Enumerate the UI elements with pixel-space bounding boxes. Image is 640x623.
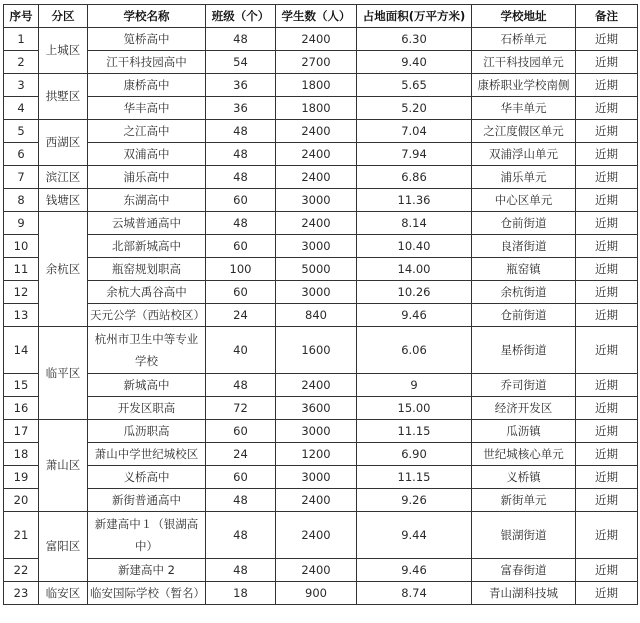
- cell-classes: 54: [206, 51, 276, 74]
- cell-area: 11.36: [357, 189, 472, 212]
- cell-address: 石桥单元: [472, 28, 576, 51]
- table-row: [4, 466, 638, 489]
- cell-school-name: 云城普通高中: [88, 212, 206, 235]
- table-row: [4, 143, 638, 166]
- cell-area: 15.00: [357, 397, 472, 420]
- cell-classes: 60: [206, 281, 276, 304]
- cell-address: 康桥职业学校南侧: [472, 74, 576, 97]
- cell-students: 2400: [276, 374, 357, 397]
- cell-remark: 近期: [576, 120, 638, 143]
- table-row: [4, 97, 638, 120]
- cell-area: 9: [357, 374, 472, 397]
- cell-index: 20: [4, 489, 39, 512]
- cell-students: 3000: [276, 235, 357, 258]
- cell-index: 22: [4, 559, 39, 582]
- cell-remark: 近期: [576, 235, 638, 258]
- cell-remark: 近期: [576, 51, 638, 74]
- cell-school-name: 瓶窑规划职高: [88, 258, 206, 281]
- cell-remark: 近期: [576, 327, 638, 374]
- cell-classes: 48: [206, 212, 276, 235]
- cell-classes: 48: [206, 512, 276, 559]
- cell-school-name: 康桥高中: [88, 74, 206, 97]
- cell-district: 钱塘区: [39, 189, 88, 212]
- cell-students: 2400: [276, 28, 357, 51]
- cell-remark: 近期: [576, 304, 638, 327]
- table-row: [4, 420, 638, 443]
- cell-area: 7.04: [357, 120, 472, 143]
- cell-students: 2700: [276, 51, 357, 74]
- schools-table: [3, 4, 638, 605]
- cell-index: 10: [4, 235, 39, 258]
- cell-remark: 近期: [576, 281, 638, 304]
- cell-school-name: 华丰高中: [88, 97, 206, 120]
- cell-index: 21: [4, 512, 39, 559]
- cell-area: 6.86: [357, 166, 472, 189]
- table-row: [4, 120, 638, 143]
- cell-district: 滨江区: [39, 166, 88, 189]
- cell-students: 2400: [276, 143, 357, 166]
- cell-district: 临安区: [39, 582, 88, 605]
- table-row: [4, 582, 638, 605]
- header-classes: 班级（个）: [206, 5, 276, 28]
- cell-students: 2400: [276, 512, 357, 559]
- cell-address: 瓶窑镇: [472, 258, 576, 281]
- cell-school-name: 余杭大禹谷高中: [88, 281, 206, 304]
- cell-district: 萧山区: [39, 420, 88, 512]
- cell-address: 银湖街道: [472, 512, 576, 559]
- cell-remark: 近期: [576, 559, 638, 582]
- cell-address: 星桥街道: [472, 327, 576, 374]
- cell-classes: 24: [206, 443, 276, 466]
- table-row: [4, 28, 638, 51]
- cell-classes: 60: [206, 420, 276, 443]
- header-school-name: 学校名称: [88, 5, 206, 28]
- cell-index: 2: [4, 51, 39, 74]
- header-remark: 备注: [576, 5, 638, 28]
- cell-index: 17: [4, 420, 39, 443]
- cell-students: 3000: [276, 281, 357, 304]
- cell-school-name: 新建高中１（银湖高中）: [88, 512, 206, 559]
- header-students: 学生数（人）: [276, 5, 357, 28]
- cell-students: 5000: [276, 258, 357, 281]
- cell-classes: 100: [206, 258, 276, 281]
- cell-students: 3000: [276, 420, 357, 443]
- cell-area: 9.40: [357, 51, 472, 74]
- cell-school-name: 瓜沥职高: [88, 420, 206, 443]
- cell-classes: 60: [206, 189, 276, 212]
- table-row: [4, 374, 638, 397]
- cell-index: 9: [4, 212, 39, 235]
- cell-students: 3000: [276, 189, 357, 212]
- cell-address: 乔司街道: [472, 374, 576, 397]
- cell-school-name: 新城高中: [88, 374, 206, 397]
- cell-classes: 60: [206, 466, 276, 489]
- cell-index: 18: [4, 443, 39, 466]
- cell-school-name: 笕桥高中: [88, 28, 206, 51]
- cell-index: 4: [4, 97, 39, 120]
- cell-index: 13: [4, 304, 39, 327]
- cell-index: 7: [4, 166, 39, 189]
- cell-remark: 近期: [576, 397, 638, 420]
- cell-remark: 近期: [576, 374, 638, 397]
- cell-school-name: 新建高中 2: [88, 559, 206, 582]
- cell-classes: 72: [206, 397, 276, 420]
- cell-address: 瓜沥镇: [472, 420, 576, 443]
- cell-school-name: 杭州市卫生中等专业学校: [88, 327, 206, 374]
- cell-school-name: 新街普通高中: [88, 489, 206, 512]
- cell-remark: 近期: [576, 212, 638, 235]
- cell-address: 富春街道: [472, 559, 576, 582]
- cell-remark: 近期: [576, 143, 638, 166]
- cell-classes: 48: [206, 143, 276, 166]
- cell-students: 2400: [276, 166, 357, 189]
- cell-remark: 近期: [576, 189, 638, 212]
- cell-remark: 近期: [576, 512, 638, 559]
- cell-remark: 近期: [576, 97, 638, 120]
- cell-area: 10.26: [357, 281, 472, 304]
- cell-remark: 近期: [576, 74, 638, 97]
- cell-area: 10.40: [357, 235, 472, 258]
- header-index: 序号: [4, 5, 39, 28]
- cell-area: 9.26: [357, 489, 472, 512]
- cell-area: 9.46: [357, 559, 472, 582]
- cell-school-name: 浦乐高中: [88, 166, 206, 189]
- cell-address: 良渚街道: [472, 235, 576, 258]
- cell-district: 临平区: [39, 327, 88, 420]
- cell-school-name: 天元公学（西站校区）: [88, 304, 206, 327]
- cell-address: 双浦浮山单元: [472, 143, 576, 166]
- cell-district: 拱墅区: [39, 74, 88, 120]
- cell-students: 1800: [276, 97, 357, 120]
- cell-area: 11.15: [357, 466, 472, 489]
- cell-classes: 48: [206, 120, 276, 143]
- cell-school-name: 北部新城高中: [88, 235, 206, 258]
- cell-address: 余杭街道: [472, 281, 576, 304]
- cell-area: 9.44: [357, 512, 472, 559]
- cell-index: 14: [4, 327, 39, 374]
- cell-area: 9.46: [357, 304, 472, 327]
- cell-index: 5: [4, 120, 39, 143]
- cell-district: 西湖区: [39, 120, 88, 166]
- cell-remark: 近期: [576, 443, 638, 466]
- cell-classes: 40: [206, 327, 276, 374]
- cell-classes: 48: [206, 28, 276, 51]
- header-address: 学校地址: [472, 5, 576, 28]
- cell-index: 12: [4, 281, 39, 304]
- cell-index: 16: [4, 397, 39, 420]
- cell-area: 6.90: [357, 443, 472, 466]
- cell-students: 2400: [276, 212, 357, 235]
- cell-index: 11: [4, 258, 39, 281]
- table-row: [4, 559, 638, 582]
- cell-address: 经济开发区: [472, 397, 576, 420]
- cell-students: 3000: [276, 466, 357, 489]
- cell-remark: 近期: [576, 28, 638, 51]
- table-row: [4, 74, 638, 97]
- cell-school-name: 义桥高中: [88, 466, 206, 489]
- cell-students: 900: [276, 582, 357, 605]
- cell-area: 14.00: [357, 258, 472, 281]
- cell-students: 1600: [276, 327, 357, 374]
- table-row: [4, 189, 638, 212]
- cell-address: 江干科技园单元: [472, 51, 576, 74]
- cell-students: 1800: [276, 74, 357, 97]
- cell-area: 5.65: [357, 74, 472, 97]
- table-row: [4, 235, 638, 258]
- cell-classes: 36: [206, 97, 276, 120]
- cell-index: 3: [4, 74, 39, 97]
- cell-index: 1: [4, 28, 39, 51]
- header-area: 占地面积(万平方米): [357, 5, 472, 28]
- cell-students: 2400: [276, 120, 357, 143]
- cell-school-name: 之江高中: [88, 120, 206, 143]
- cell-address: 华丰单元: [472, 97, 576, 120]
- cell-classes: 18: [206, 582, 276, 605]
- cell-remark: 近期: [576, 166, 638, 189]
- cell-school-name: 临安国际学校（暂名）: [88, 582, 206, 605]
- cell-students: 2400: [276, 489, 357, 512]
- cell-district: 上城区: [39, 28, 88, 74]
- cell-classes: 48: [206, 489, 276, 512]
- cell-classes: 48: [206, 166, 276, 189]
- table-row: [4, 281, 638, 304]
- cell-address: 义桥镇: [472, 466, 576, 489]
- cell-remark: 近期: [576, 489, 638, 512]
- cell-index: 15: [4, 374, 39, 397]
- table-row: [4, 489, 638, 512]
- table-row: [4, 512, 638, 559]
- cell-school-name: 江干科技园高中: [88, 51, 206, 74]
- cell-remark: 近期: [576, 466, 638, 489]
- cell-address: 青山湖科技城: [472, 582, 576, 605]
- cell-index: 6: [4, 143, 39, 166]
- cell-remark: 近期: [576, 258, 638, 281]
- table-row: [4, 397, 638, 420]
- table-row: [4, 327, 638, 374]
- cell-address: 仓前街道: [472, 304, 576, 327]
- cell-students: 1200: [276, 443, 357, 466]
- header-row: [4, 5, 638, 28]
- cell-address: 世纪城核心单元: [472, 443, 576, 466]
- cell-classes: 48: [206, 374, 276, 397]
- cell-classes: 48: [206, 559, 276, 582]
- cell-classes: 60: [206, 235, 276, 258]
- cell-students: 840: [276, 304, 357, 327]
- cell-address: 新街单元: [472, 489, 576, 512]
- cell-district: 余杭区: [39, 212, 88, 327]
- cell-area: 5.20: [357, 97, 472, 120]
- cell-classes: 36: [206, 74, 276, 97]
- cell-school-name: 东湖高中: [88, 189, 206, 212]
- table-row: [4, 304, 638, 327]
- cell-district: 富阳区: [39, 512, 88, 582]
- cell-address: 中心区单元: [472, 189, 576, 212]
- cell-students: 2400: [276, 559, 357, 582]
- cell-area: 11.15: [357, 420, 472, 443]
- cell-area: 8.74: [357, 582, 472, 605]
- cell-address: 之江度假区单元: [472, 120, 576, 143]
- cell-index: 19: [4, 466, 39, 489]
- cell-remark: 近期: [576, 582, 638, 605]
- cell-area: 8.14: [357, 212, 472, 235]
- cell-school-name: 开发区职高: [88, 397, 206, 420]
- cell-students: 3600: [276, 397, 357, 420]
- table-row: [4, 258, 638, 281]
- cell-address: 仓前街道: [472, 212, 576, 235]
- table-row: [4, 51, 638, 74]
- cell-index: 23: [4, 582, 39, 605]
- table-row: [4, 212, 638, 235]
- cell-school-name: 萧山中学世纪城校区: [88, 443, 206, 466]
- cell-area: 7.94: [357, 143, 472, 166]
- table-row: [4, 166, 638, 189]
- cell-school-name: 双浦高中: [88, 143, 206, 166]
- cell-address: 浦乐单元: [472, 166, 576, 189]
- cell-classes: 24: [206, 304, 276, 327]
- cell-area: 6.06: [357, 327, 472, 374]
- cell-area: 6.30: [357, 28, 472, 51]
- table-row: [4, 443, 638, 466]
- cell-index: 8: [4, 189, 39, 212]
- cell-remark: 近期: [576, 420, 638, 443]
- header-district: 分区: [39, 5, 88, 28]
